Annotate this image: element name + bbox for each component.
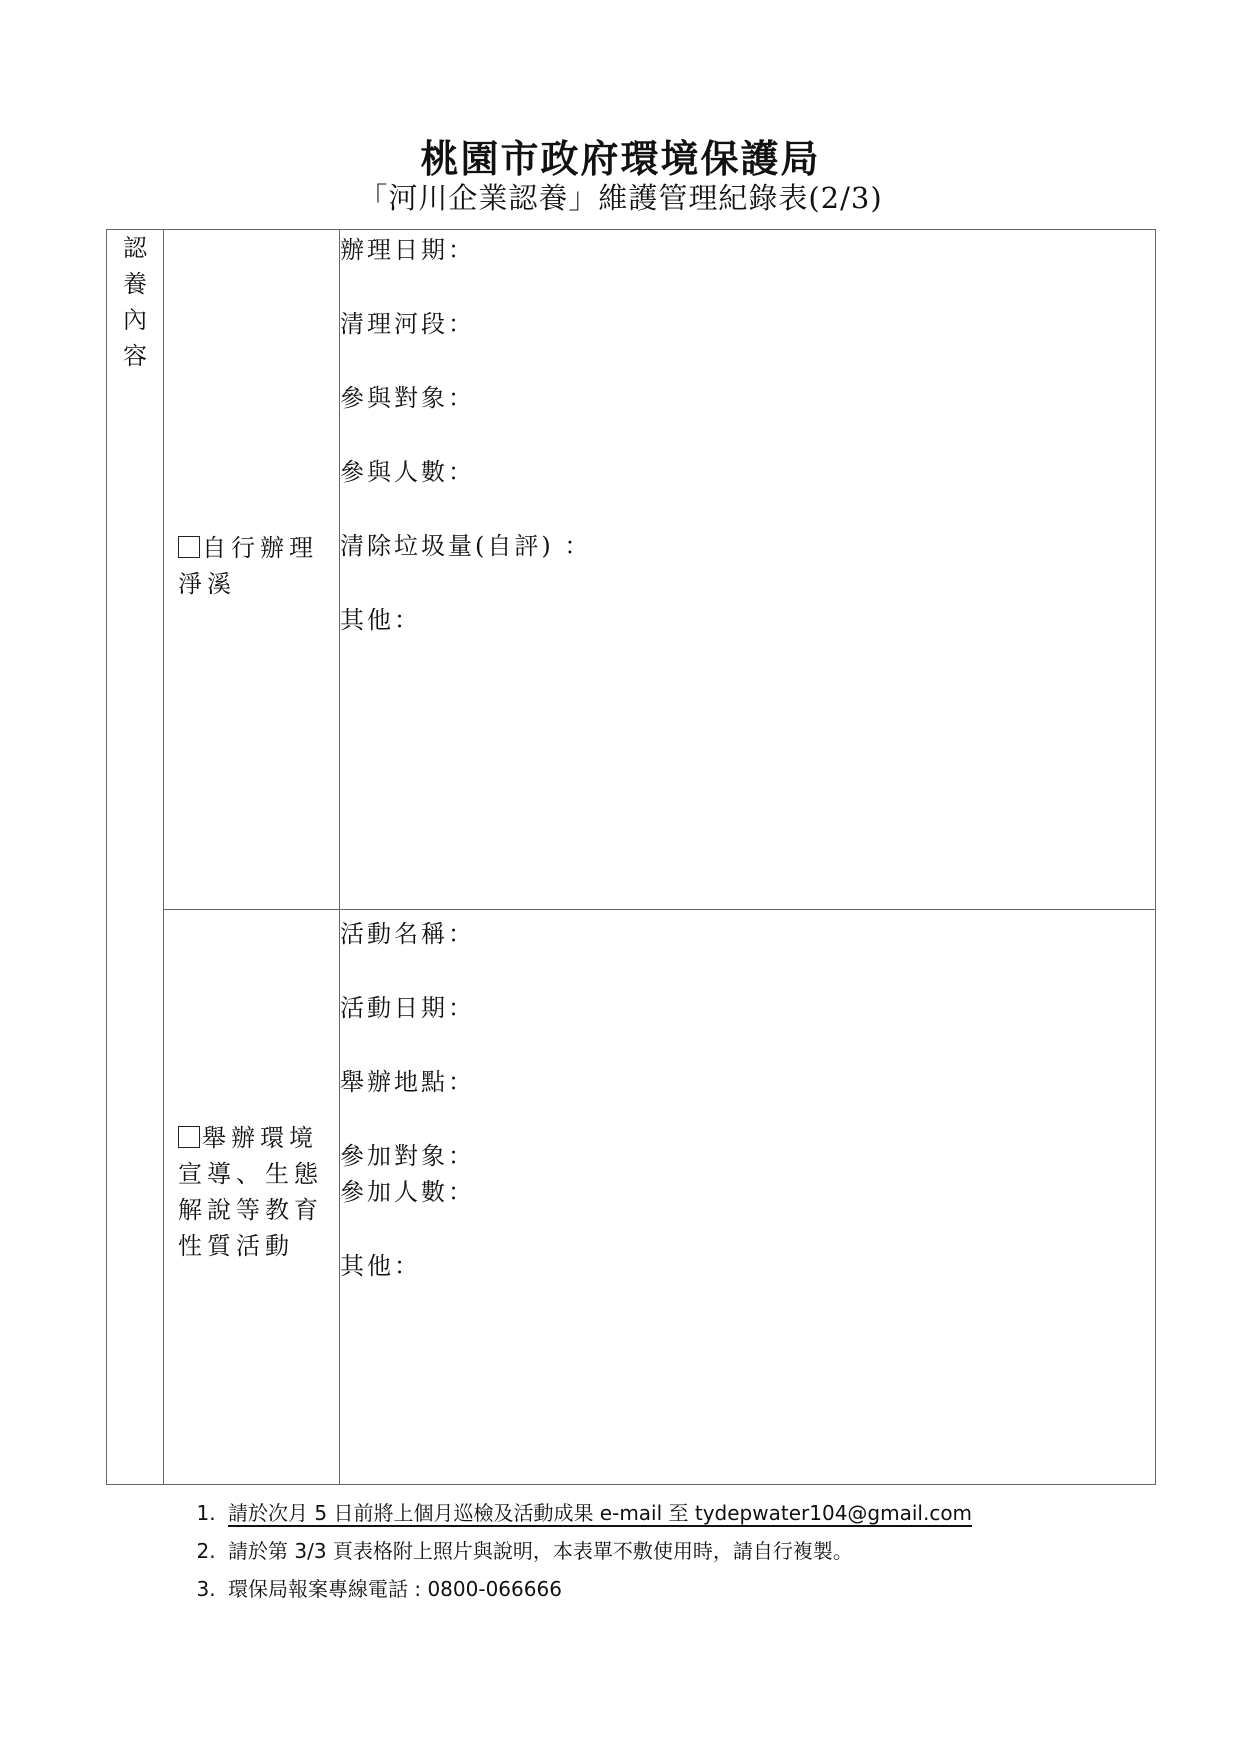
side-label-char: 養 <box>123 270 147 298</box>
self-cleanup-label-line1: 自行辦理 <box>202 534 318 562</box>
record-form-table <box>106 229 1156 1485</box>
self-cleanup-fields-cell[interactable] <box>340 230 1156 910</box>
side-label-char: 認 <box>123 234 147 262</box>
field-other: 其他： <box>340 606 421 634</box>
self-cleanup-checkbox[interactable] <box>178 536 200 558</box>
field-activity-name: 活動名稱： <box>340 920 475 948</box>
education-label-line2: 宣導、生態 <box>178 1160 323 1188</box>
note-item: 3. 環保局報案專線電話 : 0800-066666 <box>222 1576 1122 1602</box>
education-activity-category-cell <box>164 910 340 1485</box>
education-activity-fields-cell[interactable] <box>340 910 1156 1485</box>
education-label-line4: 性質活動 <box>178 1232 294 1260</box>
side-label-char: 內 <box>123 306 147 334</box>
field-river-section: 清理河段： <box>340 310 475 338</box>
field-activity-date: 活動日期： <box>340 994 475 1022</box>
field-other: 其他： <box>340 1252 421 1280</box>
self-cleanup-category-cell <box>164 230 340 910</box>
document-title: 桃園市政府環境保護局 <box>420 136 821 181</box>
note-item: 1. 請於次月 5 日前將上個月巡檢及活動成果 e-mail 至 tydepwater104@gmail.com <box>222 1500 1122 1526</box>
self-cleanup-label-line2: 淨溪 <box>178 570 236 598</box>
field-venue: 舉辦地點： <box>340 1068 475 1096</box>
field-participants: 參與對象： <box>340 384 475 412</box>
notes-list <box>182 1500 1122 1614</box>
field-cleanup-date: 辦理日期： <box>340 236 475 264</box>
note-item: 2. 請於第 3/3 頁表格附上照片與說明，本表單不敷使用時，請自行複製。 <box>222 1538 1122 1564</box>
side-label-char: 容 <box>123 342 147 370</box>
education-label-line1: 舉辦環境 <box>202 1124 318 1152</box>
document-subtitle: 「河川企業認養」維護管理紀錄表(2/3) <box>358 181 883 215</box>
field-participant-count: 參與人數： <box>340 458 475 486</box>
field-attendees: 參加對象： <box>340 1142 475 1170</box>
education-label-line3: 解說等教育 <box>178 1196 323 1224</box>
adoption-content-header <box>107 230 164 1485</box>
field-garbage-amount: 清除垃圾量(自評) ： <box>340 532 592 560</box>
education-activity-checkbox[interactable] <box>178 1126 200 1148</box>
field-attendee-count: 參加人數： <box>340 1178 475 1206</box>
